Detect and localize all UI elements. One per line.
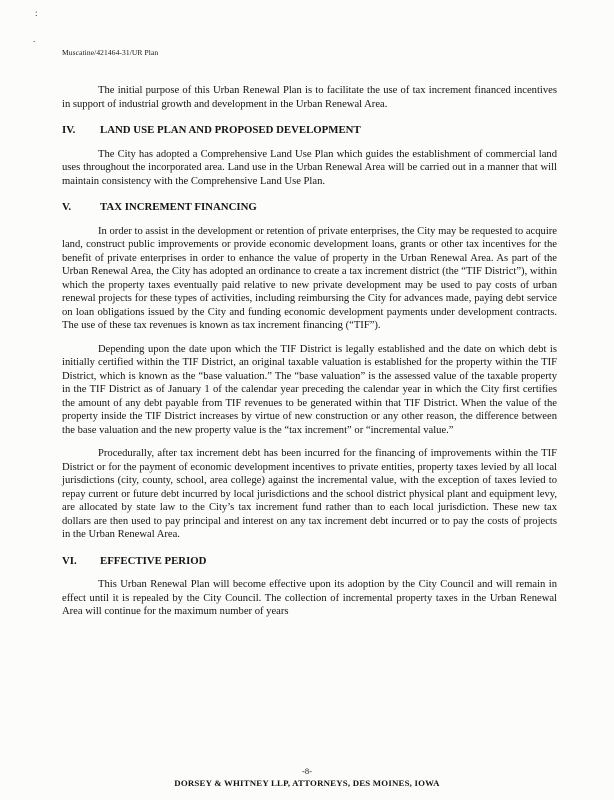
section-number: V.	[62, 201, 72, 213]
section-title: EFFECTIVE PERIOD	[100, 554, 207, 567]
scan-artifact: .	[33, 34, 36, 44]
section-number: IV.	[62, 124, 76, 136]
section-heading	[62, 124, 557, 138]
paragraph: Procedurally, after tax increment debt has been incurred for the financing of improvements within the TIF District or for the payment of economic development incentives to private entities, property taxes levied by all local jurisdictions (city, county, school, area college) against the incremental value, with the exception of taxes levied to repay current or future debt incurred by local jurisdictions and the school district physical plant and equipment levy, are allocated by state law to the City’s tax increment fund rather than to each local jurisdiction. These new tax dollars are then used to pay principal and interest on any tax increment debt incurred or to pay the costs of projects in the Urban Renewal Area.	[62, 448, 557, 540]
section-heading	[62, 555, 557, 569]
law-firm-line: DORSEY & WHITNEY LLP, ATTORNEYS, DES MOINES, IOWA	[174, 778, 440, 788]
intro-paragraph: The initial purpose of this Urban Renewal Plan is to facilitate the use of tax increment financed incentives in support of industrial growth and development in the Urban Renewal Area.	[62, 85, 557, 110]
section-heading	[62, 201, 557, 215]
scan-artifact: :	[35, 8, 38, 18]
section-tax-increment-financing	[62, 201, 557, 542]
paragraph: Depending upon the date upon which the TIF District is legally established and the date on which debt is initially certified within the TIF District, an original taxable valuation is established for the property within the TIF District, which is known as the “base valuation.” The “base valuation” is the assessed value of the taxable property in the TIF District as of January 1 of the calendar year preceding the calendar year in which the City first certifies the amount of any debt payable from TIF revenues to be generated within that TIF District. When the value of the property inside the TIF District increases by virtue of new construction or any other reason, the difference between the base valuation and the new property value is the “tax increment” or “incremental value.”	[62, 343, 557, 436]
page-number: -8-	[302, 766, 312, 776]
paragraph: In order to assist in the development or retention of private enterprises, the City may be requested to acquire land, construct public improvements or provide economic development loans, grants or other tax incentives for the benefit of private enterprises in order to enhance the value of property in the Urban Renewal Area. As part of the Urban Renewal Area, the City has adopted an ordinance to create a tax increment district (the “TIF District”), within which the property taxes eventually paid relative to new private development may be used to pay costs of urban renewal projects for these types of activities, including reimbursing the City for advances made, paying debt service on loan obligations issued by the City and funding economic development payments under development contracts. The use of these tax revenues is known as tax increment financing (“TIF”).	[62, 225, 557, 331]
section-title: TAX INCREMENT FINANCING	[100, 201, 257, 213]
paragraph: This Urban Renewal Plan will become effective upon its adoption by the City Council and will remain in effect until it is repealed by the City Council. The collection of incremental property taxes in the Urban Renewal Area will continue for the maximum number of years	[62, 579, 557, 617]
document-reference: Muscatine/421464-31/UR Plan	[62, 48, 159, 57]
paragraph: The City has adopted a Comprehensive Land Use Plan which guides the establishment of commercial land uses throughout the incorporated area. Land use in the Urban Renewal Area will be carried out in a manner that will maintain consistency with the Comprehensive Land Use Plan.	[62, 148, 557, 187]
section-title: LAND USE PLAN AND PROPOSED DEVELOPMENT	[100, 124, 361, 136]
section-land-use	[62, 124, 557, 188]
section-effective-period	[62, 555, 557, 619]
section-number: VI.	[62, 554, 77, 567]
page-footer	[0, 766, 614, 788]
